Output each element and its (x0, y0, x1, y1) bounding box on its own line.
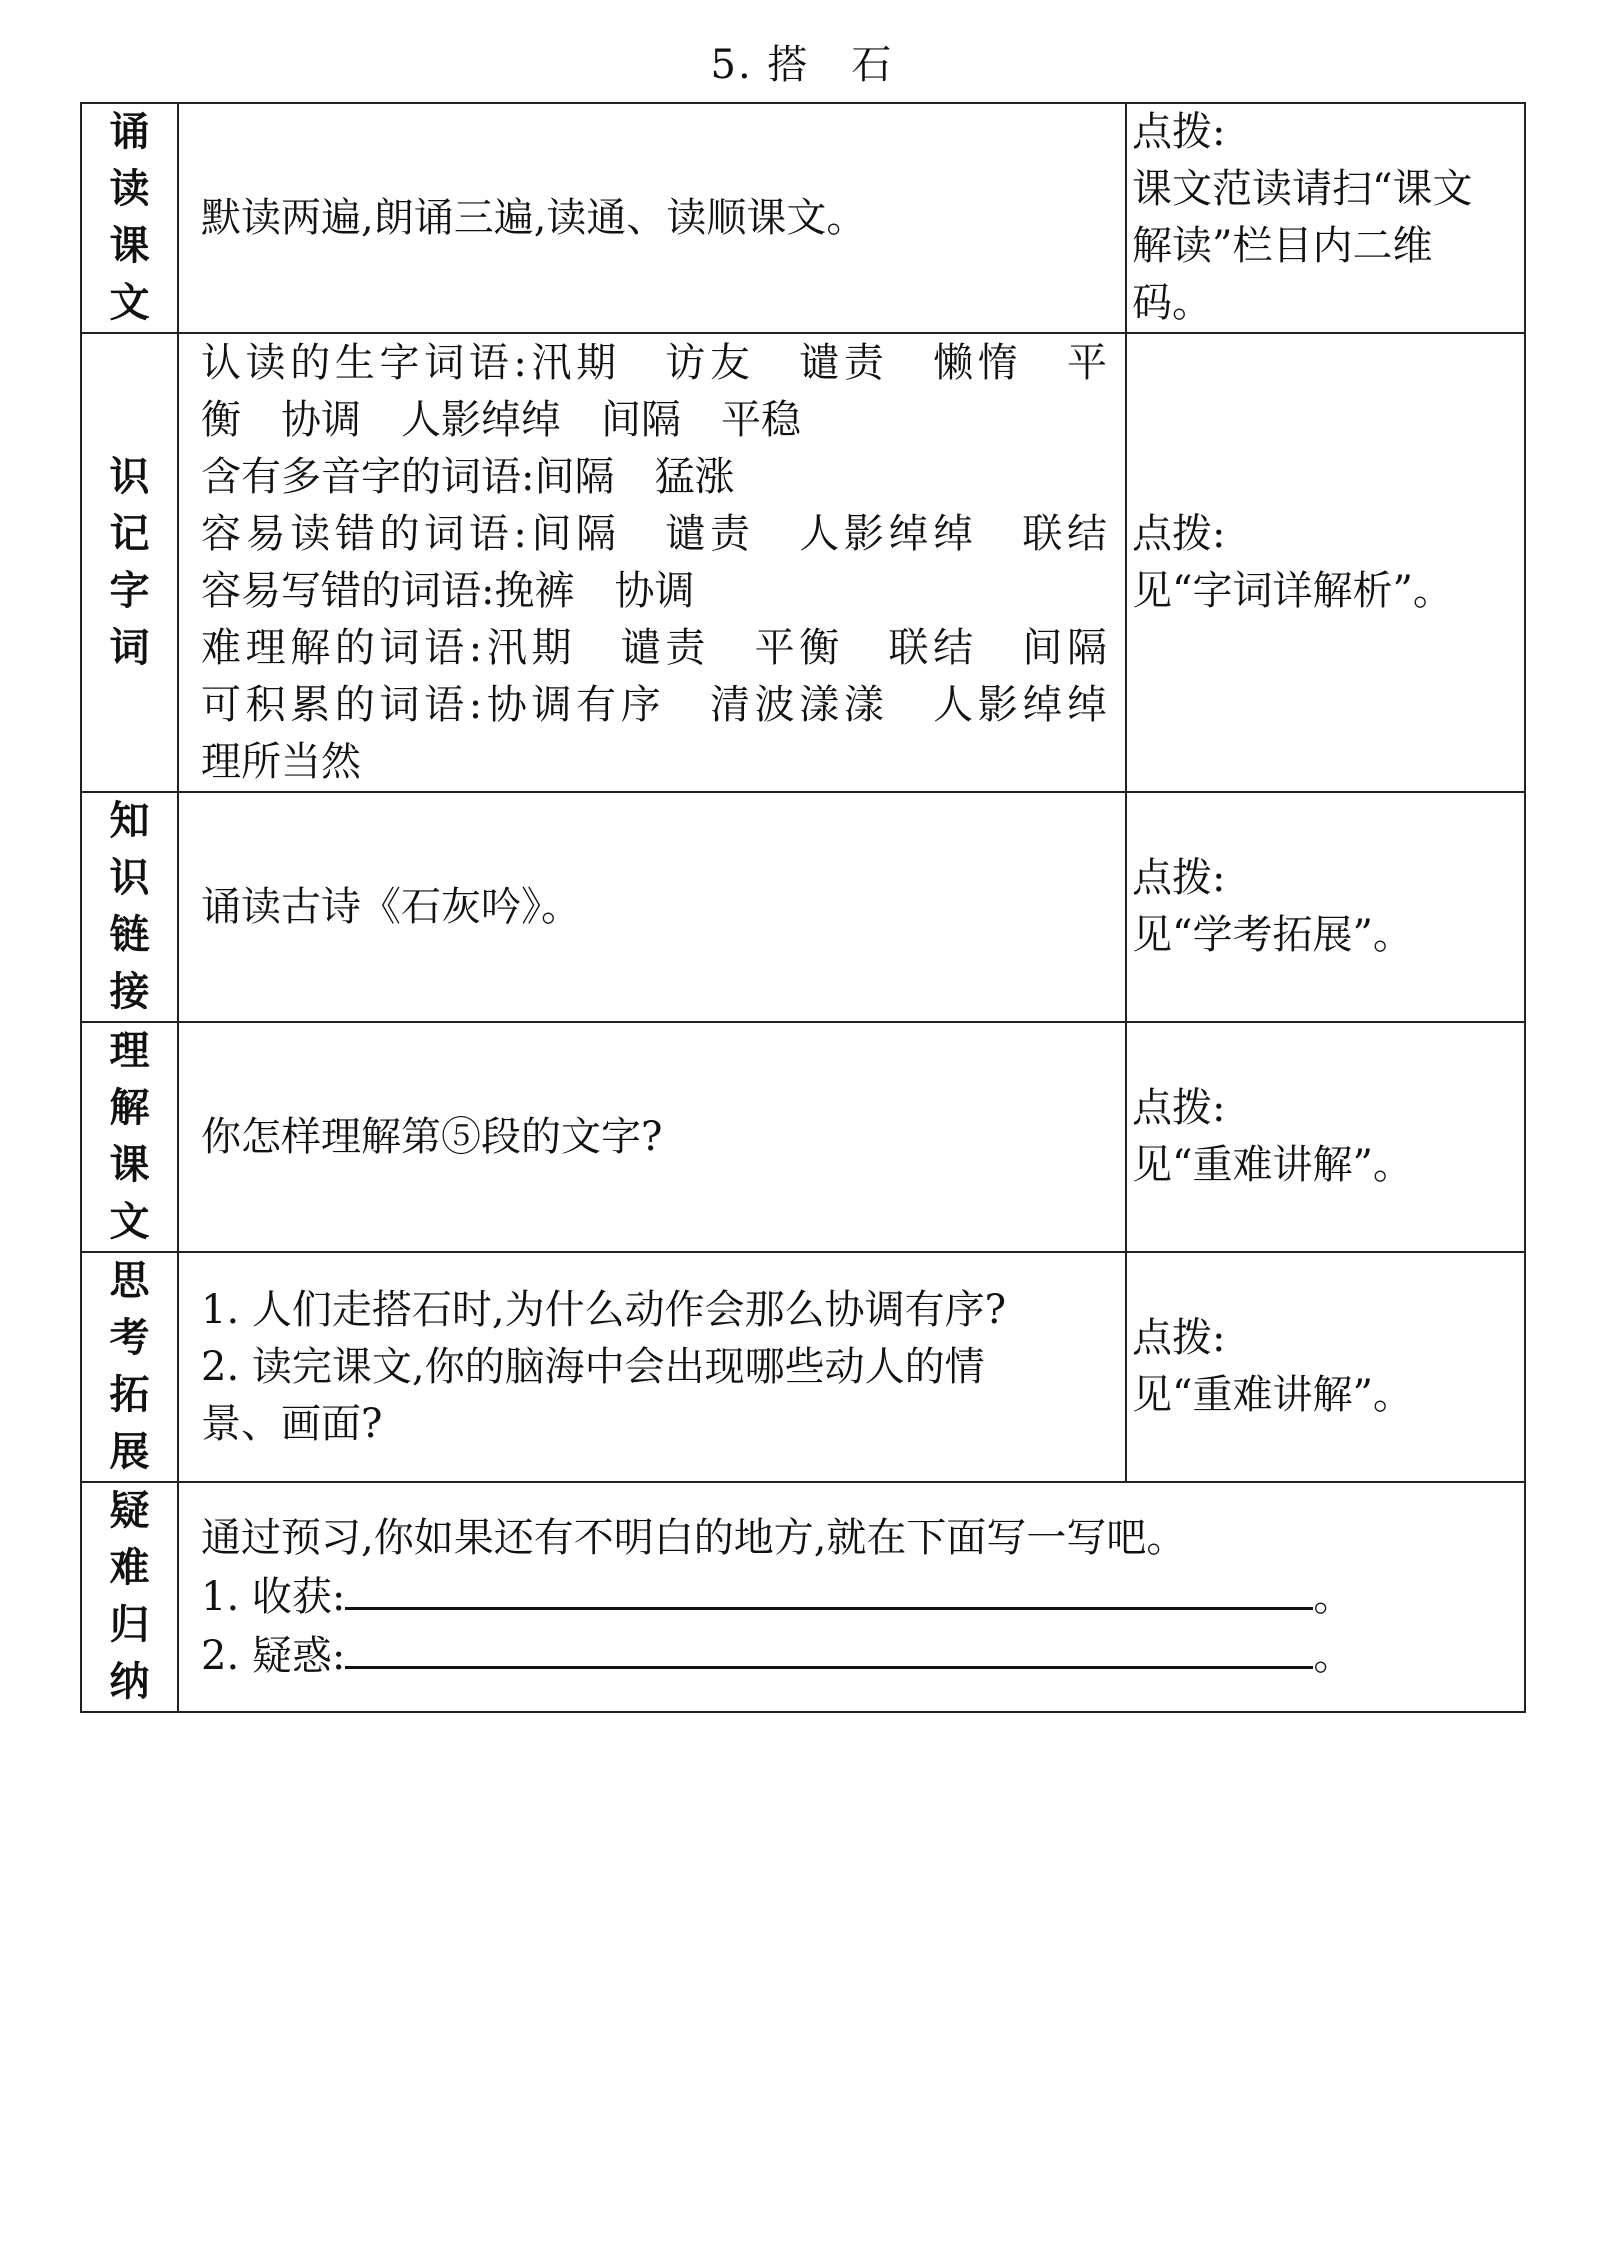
label-char: 课 (109, 223, 150, 269)
label-char: 记 (109, 510, 150, 557)
row-hint-extend (1126, 1252, 1525, 1482)
label-char: 识 (109, 453, 150, 500)
hint-line: 见“重难讲解”。 (1132, 1372, 1413, 1418)
hint-line: 解读”栏目内二维 (1132, 223, 1433, 269)
label-char: 词 (109, 624, 150, 671)
page-title: 5. 搭 石 (710, 42, 894, 88)
label-char: 文 (109, 280, 150, 326)
label-char: 文 (109, 1199, 150, 1245)
row-hint-knowledge (1126, 792, 1525, 1022)
label-char: 疑 (109, 1488, 150, 1534)
content-line: 默读两遍,朗诵三遍,读通、读顺课文。 (201, 194, 867, 241)
content-line: 你怎样理解第⑤段的文字? (201, 1113, 663, 1160)
table-row-summary (81, 1482, 1525, 1712)
content-line: 1. 人们走搭石时,为什么动作会那么协调有序? (201, 1286, 1007, 1333)
table-row-extend (81, 1252, 1525, 1482)
label-char: 识 (109, 855, 150, 901)
gain-answer-blank[interactable] (345, 1567, 1313, 1610)
row-content-extend (178, 1252, 1126, 1482)
row-label-recite (81, 103, 178, 333)
content-line: 理所当然 (201, 738, 361, 785)
row-label-knowledge (81, 792, 178, 1022)
summary-intro: 通过预习,你如果还有不明白的地方,就在下面写一写吧。 (201, 1514, 1187, 1561)
hint-line: 点拨: (1132, 1085, 1226, 1131)
hint-line: 点拨: (1132, 1315, 1226, 1361)
label-char: 难 (109, 1545, 150, 1591)
content-line: 含有多音字的词语:间隔 猛涨 (201, 453, 735, 500)
label-char: 思 (109, 1258, 150, 1304)
content-line: 衡 协调 人影绰绰 间隔 平稳 (201, 396, 801, 443)
label-char: 链 (109, 912, 150, 958)
row-hint-understand (1126, 1022, 1525, 1252)
row-content-understand (178, 1022, 1126, 1252)
preview-table (80, 102, 1526, 1713)
row-label-vocabulary (81, 333, 178, 792)
hint-line: 码。 (1132, 280, 1212, 326)
row-label-understand (81, 1022, 178, 1252)
content-line: 可积累的词语:协调有序 清波漾漾 人影绰绰 (201, 681, 1107, 728)
content-line: 景、画面? (201, 1400, 383, 1447)
hint-line: 点拨: (1132, 855, 1226, 901)
content-line: 容易写错的词语:挽裤 协调 (201, 567, 695, 614)
hint-line: 课文范读请扫“课文 (1132, 166, 1473, 212)
content-line: 认读的生字词语:汛期 访友 谴责 懒惰 平 (201, 339, 1107, 386)
hint-line: 点拨: (1132, 510, 1226, 557)
label-char: 拓 (109, 1372, 150, 1418)
label-char: 知 (109, 798, 150, 844)
label-char: 理 (109, 1028, 150, 1074)
hint-line: 见“学考拓展”。 (1132, 912, 1413, 958)
row-label-summary (81, 1482, 178, 1712)
table-row-vocabulary (81, 333, 1525, 792)
doubt-answer-blank[interactable] (345, 1626, 1313, 1669)
label-char: 接 (109, 969, 150, 1015)
row-label-extend (81, 1252, 178, 1482)
doubt-label: 2. 疑惑: (201, 1632, 346, 1679)
row-hint-vocabulary (1126, 333, 1525, 792)
gain-label: 1. 收获: (201, 1573, 346, 1620)
hint-line: 点拨: (1132, 109, 1226, 155)
label-char: 读 (109, 166, 150, 212)
gain-row (201, 1567, 1506, 1626)
hint-line: 见“字词详解析”。 (1132, 567, 1453, 614)
label-char: 诵 (109, 109, 150, 155)
label-char: 课 (109, 1142, 150, 1188)
doubt-row (201, 1626, 1506, 1685)
content-line: 难理解的词语:汛期 谴责 平衡 联结 间隔 (201, 624, 1107, 671)
label-char: 纳 (109, 1659, 150, 1705)
label-char: 归 (109, 1602, 150, 1648)
row-content-recite (178, 103, 1126, 333)
hint-line: 见“重难讲解”。 (1132, 1142, 1413, 1188)
label-char: 解 (109, 1085, 150, 1131)
table-row-understand (81, 1022, 1525, 1252)
doubt-end-mark: 。 (1313, 1632, 1354, 1679)
row-hint-recite (1126, 103, 1525, 333)
content-line: 2. 读完课文,你的脑海中会出现哪些动人的情 (201, 1343, 985, 1390)
row-content-knowledge (178, 792, 1126, 1022)
table-row-recite (81, 103, 1525, 333)
row-content-summary (178, 1482, 1525, 1712)
label-char: 展 (109, 1429, 150, 1475)
content-line: 容易读错的词语:间隔 谴责 人影绰绰 联结 (201, 510, 1107, 557)
content-line: 诵读古诗《石灰吟》。 (201, 883, 581, 930)
table-row-knowledge (81, 792, 1525, 1022)
label-char: 字 (109, 567, 150, 614)
gain-end-mark: 。 (1313, 1573, 1354, 1620)
label-char: 考 (109, 1315, 150, 1361)
row-content-vocabulary (178, 333, 1126, 792)
